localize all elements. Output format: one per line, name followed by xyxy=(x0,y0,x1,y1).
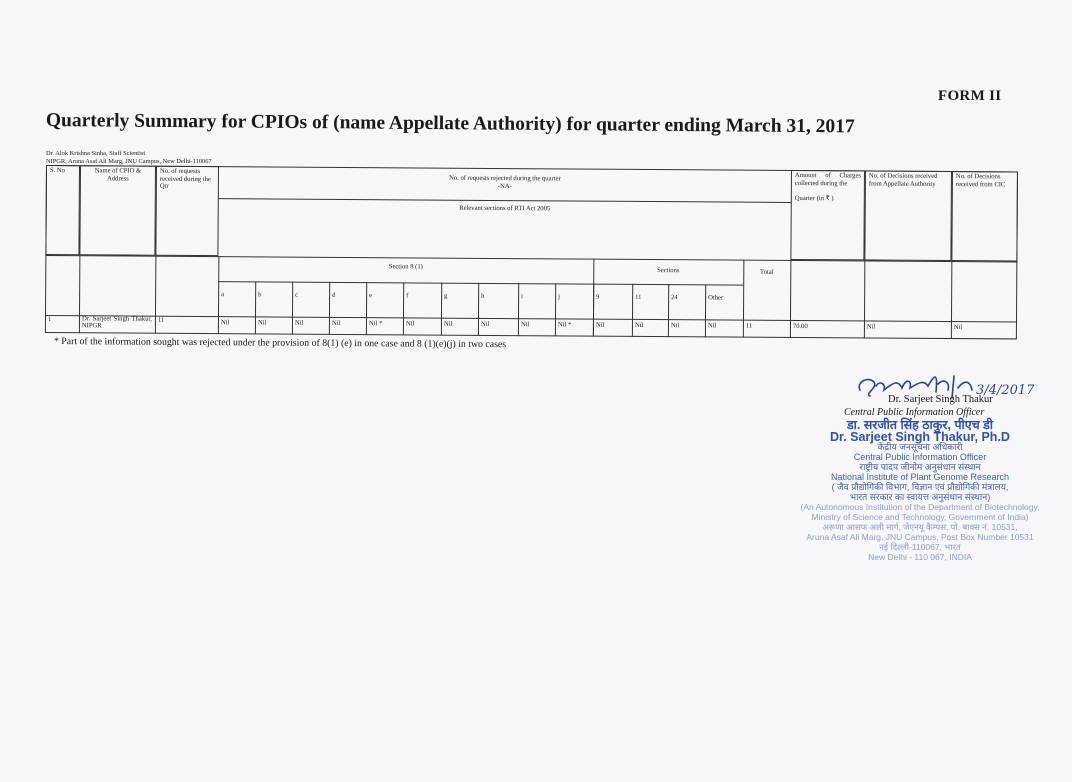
row-decisions-aa: Nil xyxy=(866,323,876,331)
row-value-cell: Nil xyxy=(294,319,304,327)
page-title: Quarterly Summary for CPIOs of (name Appellate Authority) for quarter ending March 31, 2017 xyxy=(45,110,855,138)
row-value-cell: Nil xyxy=(257,319,267,327)
row-decisions-cic: Nil xyxy=(953,324,963,332)
stamp-hindi-city: नई दिल्ली-110067, भारत xyxy=(879,542,961,552)
subcol-header: b xyxy=(258,291,262,299)
stamp-hindi-name: डा. सरजीत सिंह ठाकुर, पीएच डी xyxy=(846,418,994,432)
row-value-cell: Nil xyxy=(220,319,230,327)
subcol-header: d xyxy=(332,291,336,299)
stamp-title: Central Public Information Officer xyxy=(853,452,987,462)
stamp-name: Dr. Sarjeet Singh Thakur, Ph.D xyxy=(830,430,1010,444)
stamp-hindi-institute: राष्ट्रीय पादप जीनोम अनुसंधान संस्थान xyxy=(859,462,981,472)
header-rejected: No. of requests rejected during the quarter xyxy=(449,174,561,183)
row-value-cell: Nil xyxy=(405,320,415,328)
subcol-header: 24 xyxy=(671,294,678,302)
subcol-header: e xyxy=(369,292,373,300)
row-value-cell: Nil xyxy=(707,322,717,330)
row-value-cell: Nil * xyxy=(368,320,383,328)
header-rejected-na: -NA- xyxy=(497,182,512,191)
address-line-2: NIPGR, Aruna Asaf Ali Marg, JNU Campus, New Delhi-110067 xyxy=(46,158,212,165)
row-sno: 1 xyxy=(47,316,52,324)
row-requests: 11 xyxy=(157,316,165,324)
stamp-ministry: Ministry of Science and Technology, Government of India) xyxy=(811,512,1029,522)
header-cpio-name: Name of CPIO & Address xyxy=(79,165,156,256)
row-value-cell: Nil * xyxy=(557,321,572,329)
row-value-cell: Nil xyxy=(443,320,453,328)
stamp-hindi-title: केंद्रीय जनसूचना अधिकारी xyxy=(877,442,963,452)
stamp-institute: National Institute of Plant Genome Research xyxy=(830,472,1010,482)
row-value-cell: Nil xyxy=(520,321,530,329)
header-decisions-aa: No. of Decisions received from Appellate Authority xyxy=(864,170,952,261)
subcol-header: f xyxy=(406,292,409,300)
stamp-hindi-dept: ( जैव प्रौद्योगिकी विभाग, विज्ञान एवं प्रौद्योगिकी मंत्रालय, xyxy=(831,482,1009,492)
subcol-header: 9 xyxy=(596,293,600,301)
row-value-cell: Nil xyxy=(595,321,605,329)
address-line-1: Dr. Alok Krishna Sinha, Staff Scientist xyxy=(46,150,146,157)
row-value-cell: Nil xyxy=(634,321,644,329)
stamp-hindi-govt: भारत सरकार का स्वायत्त अनुसंधान संस्थान) xyxy=(849,492,991,502)
header-sno: S. No xyxy=(45,165,80,255)
header-decisions-cic: No. of Decisions received from CIC xyxy=(951,171,1018,261)
summary-table xyxy=(45,165,1018,339)
subcol-header: Other xyxy=(708,294,724,302)
row-value-cell: Nil xyxy=(670,322,680,330)
stamp-city: New Delhi - 110 067, INDIA xyxy=(868,552,972,562)
subcol-header: h xyxy=(481,292,485,300)
header-total: Total xyxy=(760,268,774,276)
subcol-header: j xyxy=(558,293,561,301)
row-cpio-name: Dr. Sarjeet Singh Thakur, NIPGR xyxy=(81,315,153,330)
footnote: * Part of the information sought was rejected under the provision of 8(1) (e) in one case and 8 (1)(e)(j) in two cases xyxy=(53,336,507,351)
subcol-header: 11 xyxy=(635,293,642,301)
stamp-hindi-address: अरूणा आसफ अली मार्ग, जेएनयू कैम्पस, पो. बाक्स नं. 10531, xyxy=(822,522,1018,532)
printed-signatory-title: Central Public Information Officer xyxy=(844,407,985,418)
row-value-cell: Nil xyxy=(480,320,490,328)
stamp-autonomous: (An Autonomous Institution of the Department of Biotechnology, xyxy=(800,502,1040,512)
subcol-header: a xyxy=(221,291,225,299)
header-requests: No. of requests received during the Qtr xyxy=(155,166,219,256)
header-section-8-1: Section 8 (1) xyxy=(388,263,423,271)
subcol-header: i xyxy=(521,293,524,301)
header-amount: Amount of Charges collected during the Quarter (in ₹ ) xyxy=(790,170,865,260)
printed-signatory-name: Dr. Sarjeet Singh Thakur xyxy=(888,394,993,405)
stamp-address: Aruna Asaf Ali Marg, JNU Campus, Post Box Number 10531 xyxy=(806,532,1034,542)
handwritten-date: 3/4/2017 xyxy=(976,383,1034,398)
row-value-cell: Nil xyxy=(331,319,341,327)
subcol-header: c xyxy=(295,291,299,299)
form-label: FORM II xyxy=(938,88,1002,104)
row-total: 11 xyxy=(745,322,753,330)
subcol-header: g xyxy=(444,292,448,300)
official-stamp xyxy=(770,420,1070,562)
row-amount: 70.00 xyxy=(792,322,808,331)
header-sections: Sections xyxy=(657,267,680,275)
header-relevant-sections: Relevant sections of RTI Act 2005 xyxy=(459,204,551,213)
